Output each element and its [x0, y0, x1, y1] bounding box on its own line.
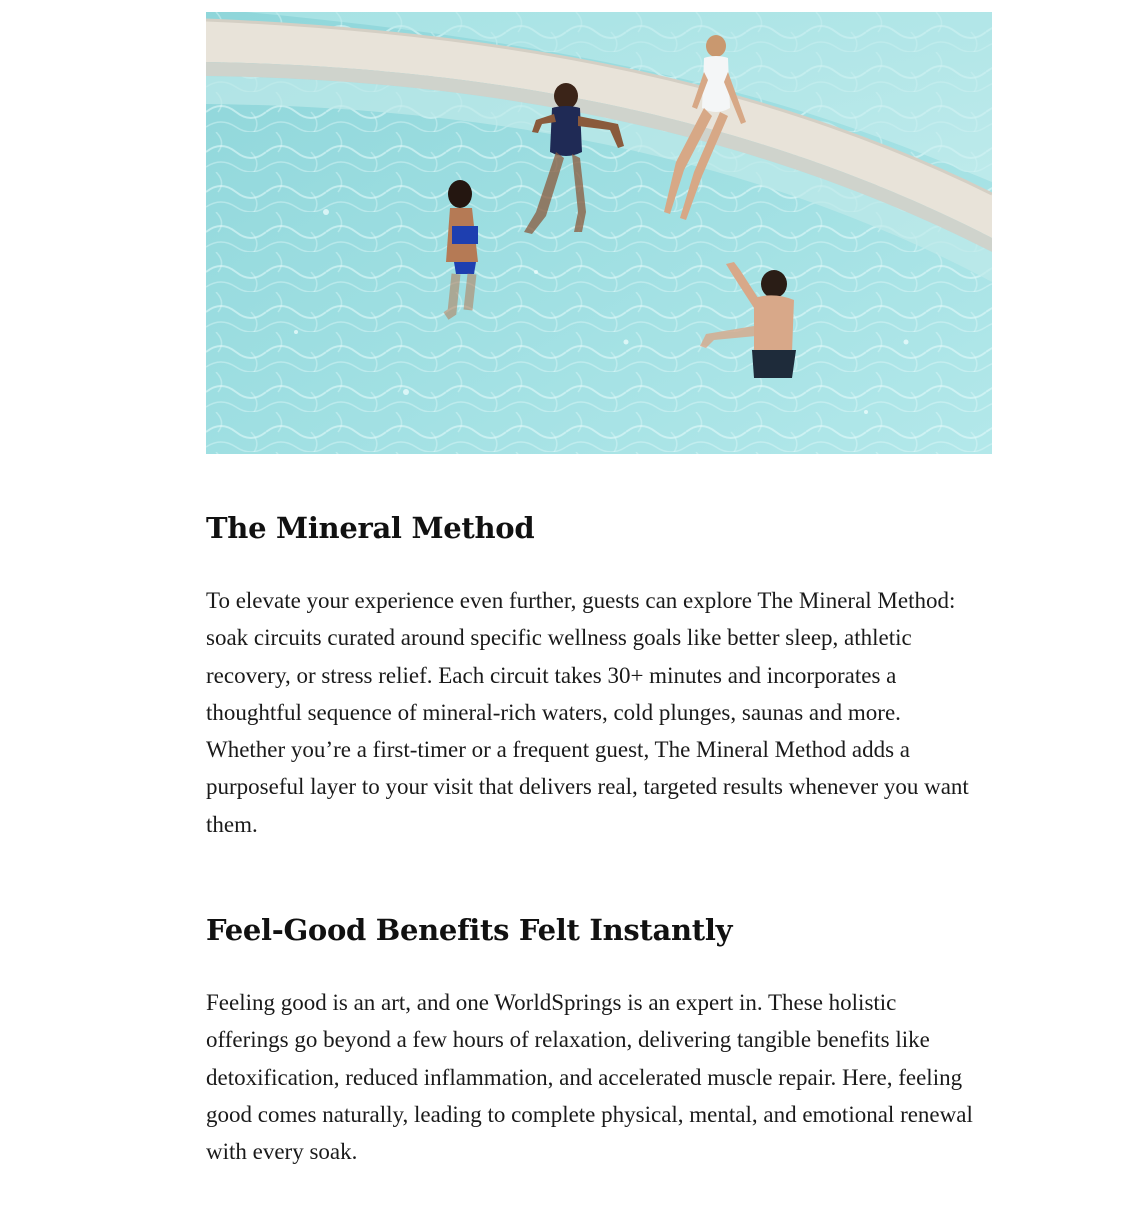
section-body-feel-good-benefits: Feeling good is an art, and one WorldSprings is an expert in. These holistic offerings go beyond a few hours of relaxation, delivering tangible benefits like detoxification, reduced inflammation, and accelerated muscle repair. Here, feeling good comes naturally, leading to complete physical, mental, and emotional renewal with every soak.: [206, 990, 973, 1165]
hero-image: [206, 12, 992, 454]
section-title-mineral-method: The Mineral Method: [206, 511, 535, 545]
section-body-mineral-method: To elevate your experience even further, guests can explore The Mineral Method: soak circuits curated around specific wellness goals like better sleep, athletic recovery, or stress relief. Each circuit takes 30+ minutes and incorporates a thoughtful sequence of mineral-rich waters, cold plunges, saunas and more. Whether you’re a first-timer or a frequent guest, The Mineral Method adds a purposeful layer to your visit that delivers real, targeted results whenever you want them.: [206, 588, 969, 837]
section-title-feel-good-benefits: Feel-Good Benefits Felt Instantly: [206, 913, 733, 947]
pool-photo-icon: [206, 12, 992, 454]
article: [206, 12, 992, 1165]
